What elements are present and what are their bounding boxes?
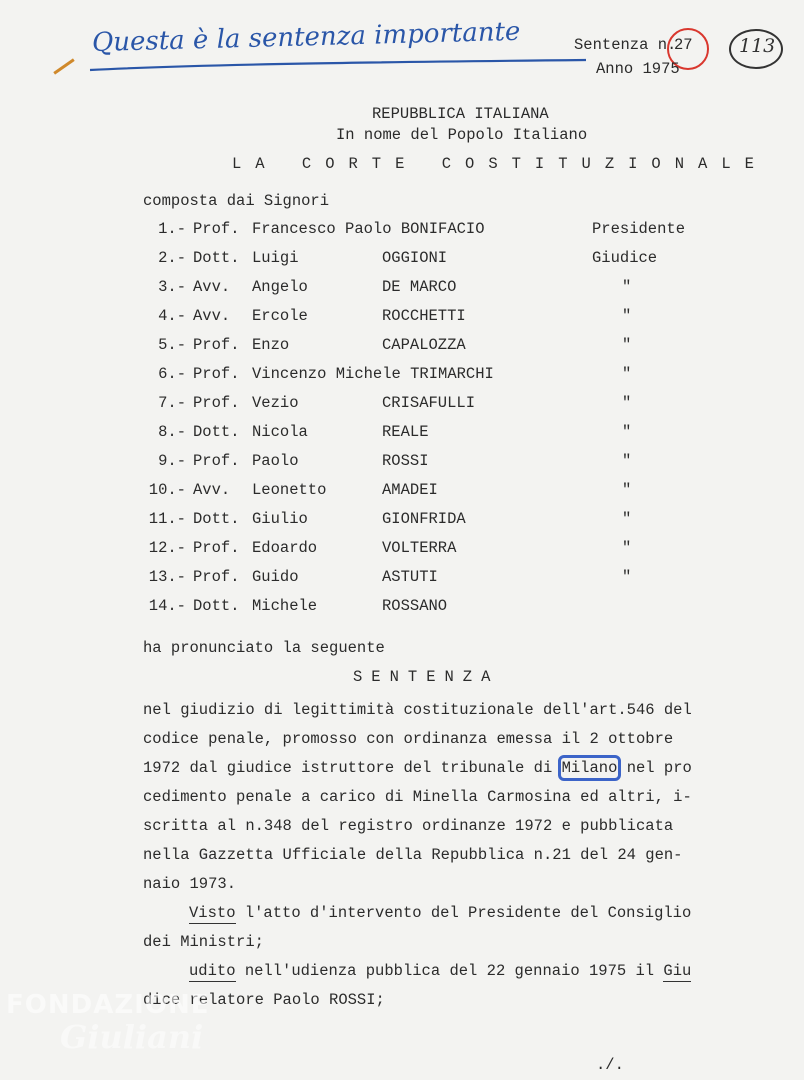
republic-heading: REPUBBLICA ITALIANA <box>372 105 549 123</box>
member-role: Giudice <box>592 249 658 267</box>
anno: Anno 1975 <box>596 60 680 78</box>
member-role: " <box>622 452 632 470</box>
member-name: Edoardo <box>252 539 318 557</box>
udito-word: udito <box>189 962 236 980</box>
member-name: Giulio <box>252 510 308 528</box>
paragraph-line: dei Ministri; <box>143 933 264 951</box>
in-nome-heading: In nome del Popolo Italiano <box>336 126 588 144</box>
member-number: 3.- <box>158 278 186 296</box>
member-surname: GIONFRIDA <box>382 510 466 528</box>
member-name: Paolo <box>252 452 299 470</box>
pen-mark <box>53 58 74 74</box>
member-name: Ercole <box>252 307 308 325</box>
member-title: Prof. <box>193 365 240 383</box>
member-title: Prof. <box>193 394 240 412</box>
watermark-script: Giuliani <box>60 1018 204 1056</box>
court-heading: LA CORTE COSTITUZIONALE <box>232 155 768 173</box>
member-surname: ROSSI <box>382 452 429 470</box>
member-title: Prof. <box>193 336 240 354</box>
member-number: 13.- <box>148 568 186 586</box>
paragraph-line: nella Gazzetta Ufficiale della Repubblica n.21 del 24 gen- <box>143 846 683 864</box>
member-surname: ROSSANO <box>382 597 448 615</box>
member-title: Dott. <box>193 510 240 528</box>
member-title: Prof. <box>193 452 240 470</box>
member-role: " <box>622 365 632 383</box>
member-name: Francesco Paolo BONIFACIO <box>252 220 485 238</box>
composition-intro: composta dai Signori <box>143 192 330 210</box>
member-number: 2.- <box>158 249 186 267</box>
member-role: " <box>622 481 632 499</box>
member-role: " <box>622 539 632 557</box>
milano-highlight: Milano <box>561 759 618 777</box>
paragraph-line: scritta al n.348 del registro ordinanze 1972 e pubblicata <box>143 817 674 835</box>
member-name: Vincenzo Michele TRIMARCHI <box>252 365 494 383</box>
member-number: 4.- <box>158 307 186 325</box>
member-role: " <box>622 394 632 412</box>
member-number: 10.- <box>148 481 186 499</box>
member-surname: REALE <box>382 423 429 441</box>
member-surname: OGGIONI <box>382 249 448 267</box>
member-title: Dott. <box>193 597 240 615</box>
giu-word: Giu <box>663 962 692 980</box>
text-segment: nell'udienza pubblica del 22 gennaio 1975 il <box>235 962 664 980</box>
member-surname: CAPALOZZA <box>382 336 466 354</box>
paragraph-line: nel giudizio di legittimità costituzionale dell'art.546 del <box>143 701 692 719</box>
member-role: " <box>622 336 632 354</box>
member-title: Avv. <box>193 481 231 499</box>
member-name: Nicola <box>252 423 308 441</box>
member-number: 6.- <box>158 365 186 383</box>
sentenza-number: 27 <box>674 36 693 54</box>
member-surname: ASTUTI <box>382 568 438 586</box>
watermark-text: FONDAZIONE <box>6 990 210 1020</box>
member-number: 1.- <box>158 220 186 238</box>
paragraph-line <box>143 761 692 777</box>
visto-line <box>189 906 691 922</box>
member-number: 5.- <box>158 336 186 354</box>
sentenza-label: Sentenza n. <box>574 36 677 54</box>
member-number: 7.- <box>158 394 186 412</box>
member-name: Michele <box>252 597 318 615</box>
text-segment: nel pro <box>617 759 692 777</box>
member-title: Dott. <box>193 423 240 441</box>
member-title: Avv. <box>193 307 231 325</box>
udito-line <box>189 964 691 980</box>
handwritten-note: Questa è la sentenza importante <box>91 16 521 58</box>
member-name: Leonetto <box>252 481 327 499</box>
paragraph-line: codice penale, promosso con ordinanza emessa il 2 ottobre <box>143 730 674 748</box>
member-number: 8.- <box>158 423 186 441</box>
text-segment: 1972 dal giudice istruttore del tribunale di <box>143 759 562 777</box>
pronunciato-line: ha pronunciato la seguente <box>143 639 385 657</box>
member-number: 14.- <box>148 597 186 615</box>
continuation-mark: ./. <box>596 1056 624 1074</box>
member-number: 9.- <box>158 452 186 470</box>
member-name: Guido <box>252 568 299 586</box>
member-surname: DE MARCO <box>382 278 457 296</box>
member-surname: CRISAFULLI <box>382 394 476 412</box>
paragraph-line: cedimento penale a carico di Minella Carmosina ed altri, i- <box>143 788 692 806</box>
text-segment: l'atto d'intervento del Presidente del Consiglio <box>235 904 692 922</box>
member-title: Prof. <box>193 539 240 557</box>
member-surname: AMADEI <box>382 481 438 499</box>
member-title: Prof. <box>193 220 240 238</box>
page-number: 113 <box>739 35 776 57</box>
paragraph-line: naio 1973. <box>143 875 237 893</box>
member-role: " <box>622 568 632 586</box>
visto-word: Visto <box>189 904 236 922</box>
member-title: Avv. <box>193 278 231 296</box>
member-surname: ROCCHETTI <box>382 307 466 325</box>
member-role: " <box>622 307 632 325</box>
member-role: " <box>622 510 632 528</box>
sentenza-title: SENTENZA <box>353 668 500 686</box>
handwritten-underline <box>88 58 588 74</box>
member-number: 11.- <box>148 510 186 528</box>
member-title: Dott. <box>193 249 240 267</box>
member-surname: VOLTERRA <box>382 539 457 557</box>
member-role: Presidente <box>592 220 686 238</box>
member-name: Vezio <box>252 394 299 412</box>
member-name: Enzo <box>252 336 290 354</box>
member-name: Luigi <box>252 249 299 267</box>
member-role: " <box>622 278 632 296</box>
paragraph-line: dice relatore Paolo ROSSI; <box>143 991 385 1009</box>
member-number: 12.- <box>148 539 186 557</box>
member-role: " <box>622 423 632 441</box>
member-name: Angelo <box>252 278 308 296</box>
member-title: Prof. <box>193 568 240 586</box>
